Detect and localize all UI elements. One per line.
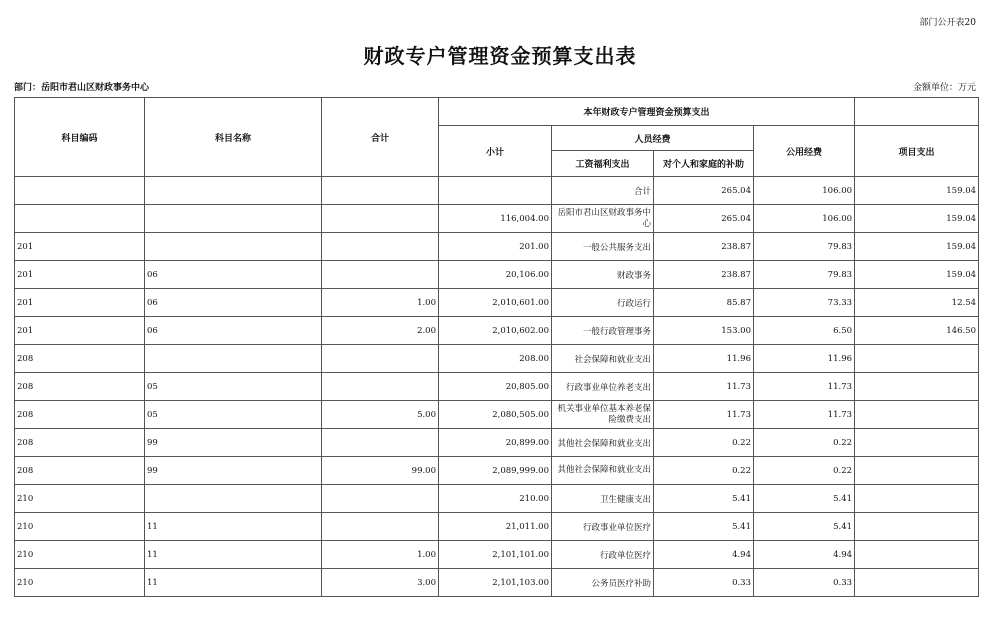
header-public: 公用经费 [754,126,855,177]
cell-public: 4.94 [754,541,855,569]
cell-project: 159.04 [855,261,979,289]
cell-salary: 行政事业单位养老支出 [552,373,654,401]
cell-name: 06 [145,261,322,289]
cell-subsidy: 0.22 [654,457,754,485]
cell-public: 5.41 [754,513,855,541]
cell-salary: 其他社会保障和就业支出 [552,457,654,485]
cell-code: 201 [15,261,145,289]
cell-total [322,177,439,205]
cell-code: 210 [15,541,145,569]
cell-name: 06 [145,317,322,345]
cell-total [322,205,439,233]
cell-project: 146.50 [855,317,979,345]
cell-subtotal: 208.00 [439,345,552,373]
cell-code: 201 [15,317,145,345]
cell-name: 11 [145,513,322,541]
cell-name [145,345,322,373]
cell-public: 5.41 [754,485,855,513]
cell-code: 210 [15,513,145,541]
cell-public: 79.83 [754,233,855,261]
table-row [15,233,979,261]
table-body [15,177,979,597]
table-row [15,485,979,513]
table-row [15,401,979,429]
cell-code [15,177,145,205]
cell-salary: 合计 [552,177,654,205]
cell-total [322,233,439,261]
cell-public: 0.22 [754,457,855,485]
cell-public: 106.00 [754,205,855,233]
cell-subtotal: 21,011.00 [439,513,552,541]
cell-salary: 行政运行 [552,289,654,317]
header-total: 合计 [322,98,439,177]
cell-code: 208 [15,401,145,429]
cell-subtotal [439,177,552,205]
cell-salary: 卫生健康支出 [552,485,654,513]
cell-subtotal: 210.00 [439,485,552,513]
cell-total: 3.00 [322,569,439,597]
cell-project [855,429,979,457]
table-row [15,261,979,289]
cell-name: 99 [145,457,322,485]
cell-subtotal: 2,101,103.00 [439,569,552,597]
cell-public: 0.22 [754,429,855,457]
cell-name: 99 [145,429,322,457]
cell-code: 201 [15,289,145,317]
header-subsidy: 对个人和家庭的补助 [654,151,754,177]
cell-total: 99.00 [322,457,439,485]
cell-total [322,513,439,541]
cell-subtotal: 201.00 [439,233,552,261]
cell-name [145,485,322,513]
cell-public: 11.96 [754,345,855,373]
cell-project [855,513,979,541]
cell-name: 11 [145,541,322,569]
cell-subtotal: 20,805.00 [439,373,552,401]
cell-salary: 公务员医疗补助 [552,569,654,597]
cell-public: 73.33 [754,289,855,317]
header-subtotal: 小计 [439,126,552,177]
cell-name: 05 [145,373,322,401]
cell-project [855,457,979,485]
cell-subsidy: 85.87 [654,289,754,317]
table-row [15,205,979,233]
cell-salary: 岳阳市君山区财政事务中心 [552,205,654,233]
cell-public: 11.73 [754,401,855,429]
cell-project [855,373,979,401]
cell-subsidy: 11.73 [654,401,754,429]
cell-code: 208 [15,345,145,373]
cell-subtotal: 20,899.00 [439,429,552,457]
cell-subsidy: 5.41 [654,485,754,513]
header-personnel: 人员经费 [552,126,754,151]
table-row [15,177,979,205]
table-row [15,569,979,597]
table-row [15,541,979,569]
table-row [15,289,979,317]
cell-total: 2.00 [322,317,439,345]
cell-subsidy: 5.41 [654,513,754,541]
cell-project [855,569,979,597]
cell-project: 12.54 [855,289,979,317]
cell-code: 208 [15,457,145,485]
cell-total: 5.00 [322,401,439,429]
cell-subtotal: 2,089,999.00 [439,457,552,485]
cell-code: 210 [15,569,145,597]
cell-subsidy: 238.87 [654,233,754,261]
page-title: 财政专户管理资金预算支出表 [363,44,637,68]
header-blank [855,98,979,126]
cell-subsidy: 265.04 [654,177,754,205]
cell-code: 208 [15,373,145,401]
cell-salary: 财政事务 [552,261,654,289]
header-code: 科目编码 [15,98,145,177]
header-salary: 工资福利支出 [552,151,654,177]
cell-code: 210 [15,485,145,513]
department-label: 部门：岳阳市君山区财政事务中心 [14,83,150,93]
cell-total [322,345,439,373]
cell-subtotal: 2,010,602.00 [439,317,552,345]
cell-subsidy: 0.33 [654,569,754,597]
cell-name: 05 [145,401,322,429]
cell-subsidy: 238.87 [654,261,754,289]
table-row [15,373,979,401]
cell-subsidy: 11.73 [654,373,754,401]
cell-subsidy: 11.96 [654,345,754,373]
cell-salary: 行政事业单位医疗 [552,513,654,541]
cell-subtotal: 2,010,601.00 [439,289,552,317]
cell-code: 201 [15,233,145,261]
cell-name [145,205,322,233]
cell-salary: 一般公共服务支出 [552,233,654,261]
cell-subtotal: 2,101,101.00 [439,541,552,569]
cell-code: 208 [15,429,145,457]
cell-total [322,261,439,289]
cell-code [15,205,145,233]
cell-project [855,485,979,513]
cell-project: 159.04 [855,205,979,233]
header-name: 科目名称 [145,98,322,177]
cell-public: 0.33 [754,569,855,597]
cell-subsidy: 265.04 [654,205,754,233]
cell-project [855,541,979,569]
cell-salary: 其他社会保障和就业支出 [552,429,654,457]
header-group: 本年财政专户管理资金预算支出 [439,98,855,126]
cell-subsidy: 0.22 [654,429,754,457]
cell-salary: 社会保障和就业支出 [552,345,654,373]
header-project: 项目支出 [855,126,979,177]
cell-subtotal: 2,080,505.00 [439,401,552,429]
cell-subsidy: 4.94 [654,541,754,569]
amount-unit-label: 金额单位：万元 [912,83,976,93]
cell-subtotal: 116,004.00 [439,205,552,233]
cell-salary: 机关事业单位基本养老保险缴费支出 [552,401,654,429]
table-number-label: 部门公开表20 [919,18,976,28]
cell-project: 159.04 [855,233,979,261]
budget-table [14,97,979,597]
table-row [15,317,979,345]
cell-public: 79.83 [754,261,855,289]
cell-subsidy: 153.00 [654,317,754,345]
table-row [15,513,979,541]
cell-name: 11 [145,569,322,597]
cell-total: 1.00 [322,289,439,317]
cell-name [145,177,322,205]
cell-public: 11.73 [754,373,855,401]
cell-salary: 一般行政管理事务 [552,317,654,345]
cell-subtotal: 20,106.00 [439,261,552,289]
cell-public: 106.00 [754,177,855,205]
cell-project: 159.04 [855,177,979,205]
cell-project [855,345,979,373]
cell-total [322,373,439,401]
table-row [15,457,979,485]
cell-salary: 行政单位医疗 [552,541,654,569]
table-row [15,345,979,373]
cell-total [322,485,439,513]
cell-name: 06 [145,289,322,317]
cell-total [322,429,439,457]
cell-project [855,401,979,429]
cell-total: 1.00 [322,541,439,569]
cell-name [145,233,322,261]
table-row [15,429,979,457]
cell-public: 6.50 [754,317,855,345]
